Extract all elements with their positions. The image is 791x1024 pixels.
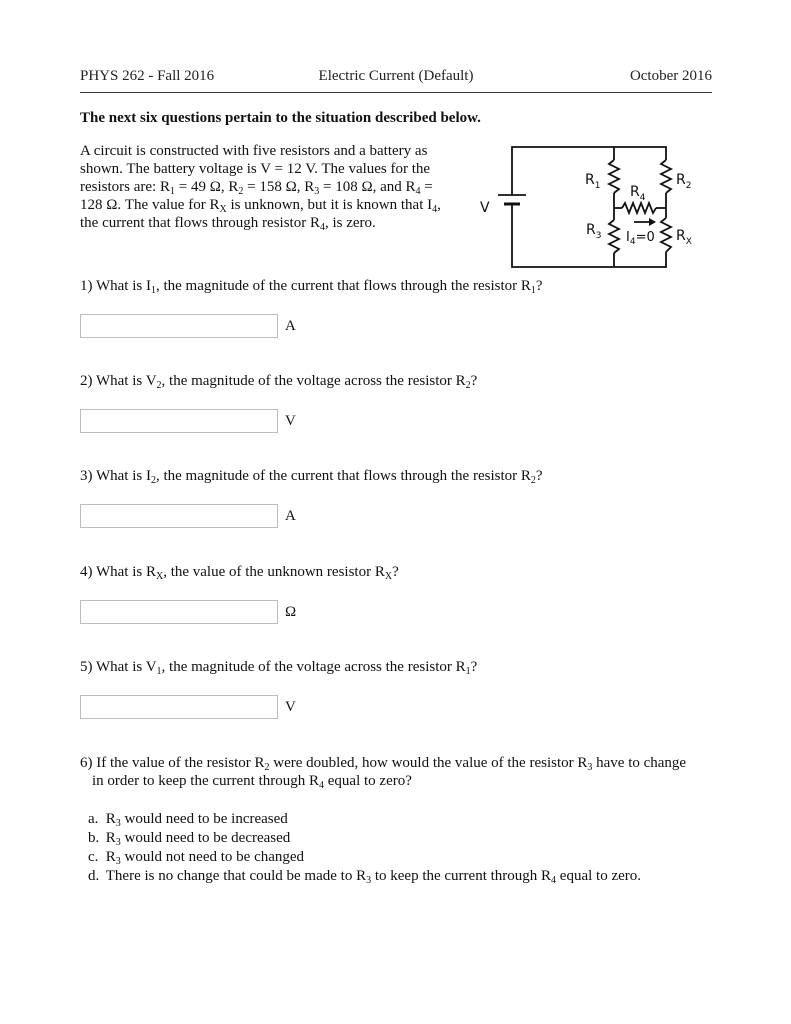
answer-3-input[interactable]	[80, 504, 278, 528]
question-5: 5) What is $V_1$, the magnitude of the voltage across the resistor $R_1$?	[80, 659, 478, 677]
question-2: 2) What is $V_2$, the magnitude of the voltage across the resistor $R_2$?	[80, 373, 478, 391]
scenario-line: A circuit is constructed with five resistors and a battery as	[80, 143, 428, 159]
choice-d[interactable]: d. There is no change that could be made to $R_3$ to keep the current through $R_4$ equal to zero.	[88, 868, 642, 886]
question-3: 3) What is $I_2$, the magnitude of the current that flows through the resistor $R_2$?	[80, 468, 543, 486]
scenario-line: the current that flows through resistor $R_4$, is zero.	[80, 215, 376, 233]
choice-a[interactable]: a. $R_3$ would need to be increased	[88, 811, 288, 829]
intro-text: The next six questions pertain to the situation described below.	[80, 110, 481, 126]
circuit-diagram	[470, 140, 700, 275]
svg-text:R2: $R_2$	[676, 172, 692, 191]
svg-text:R3: $R_3$	[586, 222, 602, 241]
assignment-title: Electric Current (Default)	[318, 68, 474, 84]
answer-2-unit: V	[285, 413, 296, 429]
answer-4-input[interactable]	[80, 600, 278, 624]
choice-c[interactable]: c. $R_3$ would not need to be changed	[88, 849, 305, 867]
header-divider	[80, 92, 712, 93]
answer-5-input[interactable]	[80, 695, 278, 719]
question-6: 6) If the value of the resistor $R_2$ were doubled, how would the value of the resistor $R_3$ have to change in order to keep the current through $R_4$ equal to zero?	[80, 755, 687, 791]
scenario-line: shown. The battery voltage is V = 12 V. The values for the	[80, 161, 431, 177]
answer-1-unit: A	[285, 318, 296, 334]
svg-text:I4=0: $I_4=0$	[626, 230, 655, 247]
battery-voltage-label: V	[480, 200, 490, 216]
scenario-text	[80, 142, 460, 232]
choice-list	[88, 810, 641, 886]
course-label: PHYS 262 - Fall 2016	[80, 68, 215, 84]
svg-text:R1: $R_1$	[585, 172, 601, 191]
question-4: 4) What is $R_X$, the value of the unknown resistor $R_X$?	[80, 564, 399, 582]
page-header	[80, 68, 712, 90]
answer-1-input[interactable]	[80, 314, 278, 338]
date-label: October 2016	[629, 68, 712, 84]
svg-text:RX: $R_X$	[676, 228, 692, 247]
choice-b[interactable]: b. $R_3$ would need to be decreased	[88, 830, 291, 848]
scenario-line: resistors are: $R_1 = 49$ Ω, $R_2 = 158$ Ω, $R_3 = 108$ Ω, and $R_4$ =	[80, 179, 433, 197]
answer-2-input[interactable]	[80, 409, 278, 433]
svg-text:R4: $R_4$	[630, 184, 646, 203]
answer-4-unit: Ω	[285, 604, 297, 620]
answer-3-unit: A	[285, 508, 296, 524]
answer-5-unit: V	[285, 699, 296, 715]
scenario-line: 128 Ω. The value for $R_X$ is unknown, but it is known that $I_4$,	[80, 197, 441, 215]
question-1: 1) What is $I_1$, the magnitude of the current that flows through the resistor $R_1$?	[80, 278, 543, 296]
